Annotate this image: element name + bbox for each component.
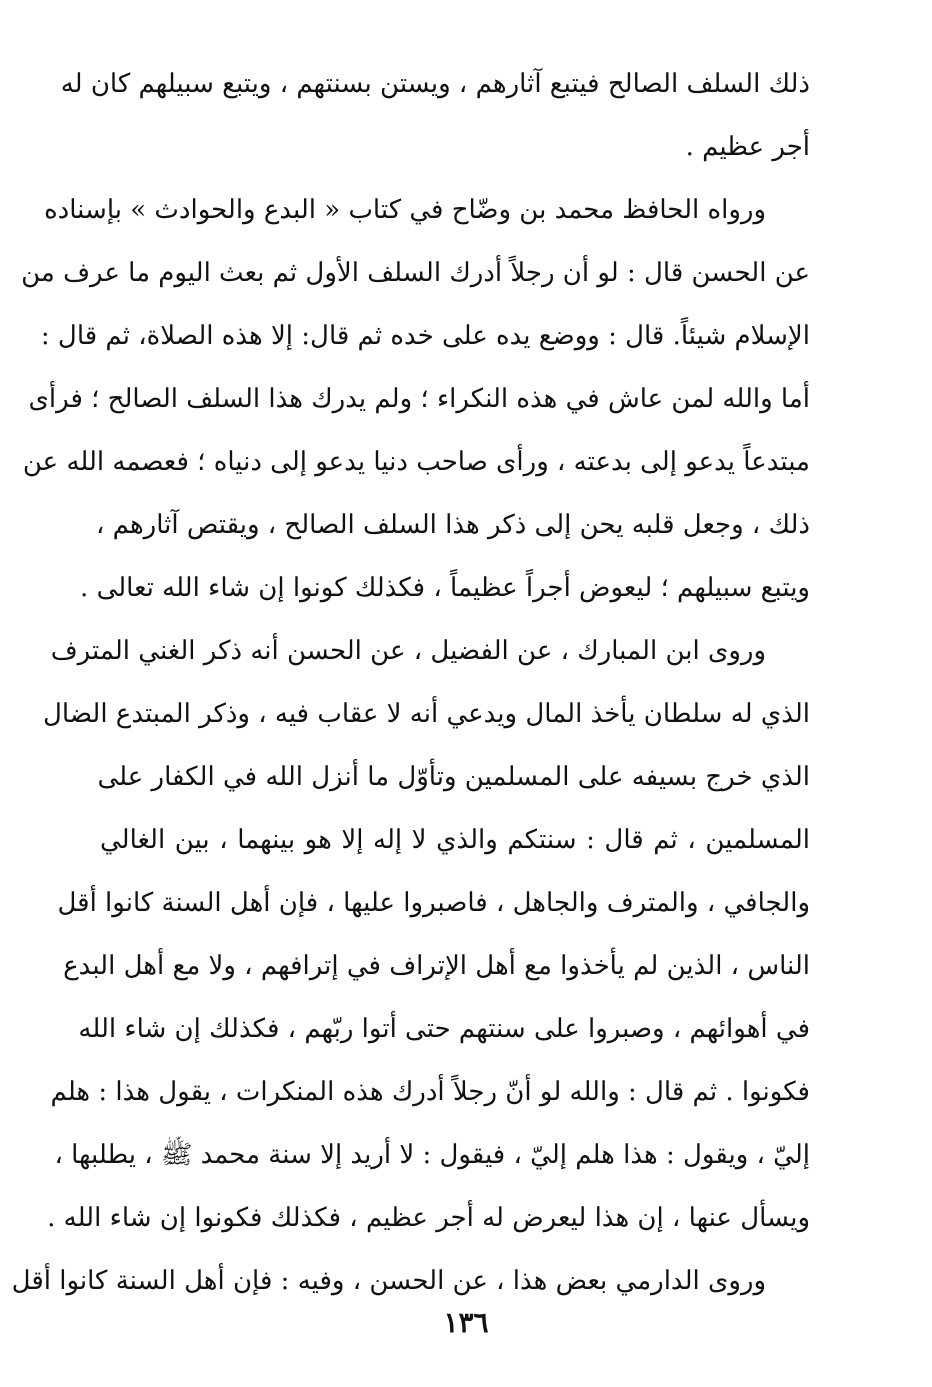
paragraph-1 xyxy=(60,53,810,179)
text-line: إليّ ، ويقول : هذا هلم إليّ ، فيقول : لا أريد إلا سنة محمد ﷺ ، يطلبها ، xyxy=(54,1140,810,1170)
text-line: الإسلام شيئاً. قال : ووضع يده على خده ثم قال: إلا هذه الصلاة، ثم قال : xyxy=(40,321,810,351)
text-line: والجافي ، والمترف والجاهل ، فاصبروا عليها ، فإن أهل السنة كانوا أقل xyxy=(57,888,810,918)
text-line: الذي له سلطان يأخذ المال ويدعي أنه لا عقاب فيه ، وذكر المبتدع الضال xyxy=(43,699,810,729)
text-line: مبتدعاً يدعو إلى بدعته ، ورأى صاحب دنيا يدعو إلى دنياه ؛ فعصمه الله عن xyxy=(22,447,810,477)
text-line: ذلك ، وجعل قلبه يحن إلى ذكر هذا السلف الصالح ، ويقتص آثارهم ، xyxy=(96,510,810,540)
body-text xyxy=(11,53,810,1313)
paragraph-2 xyxy=(21,179,810,620)
text-line: ذلك السلف الصالح فيتبع آثارهم ، ويستن بسنتهم ، ويتبع سبيلهم كان له xyxy=(60,69,810,99)
text-line: عن الحسن قال : لو أن رجلاً أدرك السلف الأول ثم بعث اليوم ما عرف من xyxy=(21,258,810,288)
text-line: ورواه الحافظ محمد بن وضّاح في كتاب « البدع والحوادث » بإسناده xyxy=(44,195,766,225)
text-line: المسلمين ، ثم قال : سنتكم والذي لا إله إلا هو بينهما ، بين الغالي xyxy=(100,825,810,855)
text-line: أما والله لمن عاش في هذه النكراء ؛ ولم يدرك هذا السلف الصالح ؛ فرأى xyxy=(28,384,810,414)
text-line: وروى الدارمي بعض هذا ، عن الحسن ، وفيه : فإن أهل السنة كانوا أقل xyxy=(11,1266,766,1296)
text-line: في أهوائهم ، وصبروا على سنتهم حتى أتوا ربّهم ، فكذلك إن شاء الله xyxy=(78,1014,810,1044)
text-line: أجر عظيم . xyxy=(685,132,810,162)
paragraph-3 xyxy=(43,620,810,1250)
text-line: فكونوا . ثم قال : والله لو أنّ رجلاً أدرك هذه المنكرات ، يقول هذا : هلم xyxy=(50,1077,810,1107)
text-line: ويتبع سبيلهم ؛ ليعوض أجراً عظيماً ، فكذلك كونوا إن شاء الله تعالى . xyxy=(80,573,810,603)
text-line: الناس ، الذين لم يأخذوا مع أهل الإتراف في إترافهم ، ولا مع أهل البدع xyxy=(63,951,810,981)
text-line: الذي خرج بسيفه على المسلمين وتأوّل ما أنزل الله في الكفار على xyxy=(97,762,810,792)
page-number: ١٣٦ xyxy=(443,1306,489,1339)
text-line: ويسأل عنها ، إن هذا ليعرض له أجر عظيم ، فكذلك فكونوا إن شاء الله . xyxy=(47,1203,810,1233)
paragraph-4 xyxy=(11,1250,810,1313)
text-line: وروى ابن المبارك ، عن الفضيل ، عن الحسن أنه ذكر الغني المترف xyxy=(50,636,766,666)
